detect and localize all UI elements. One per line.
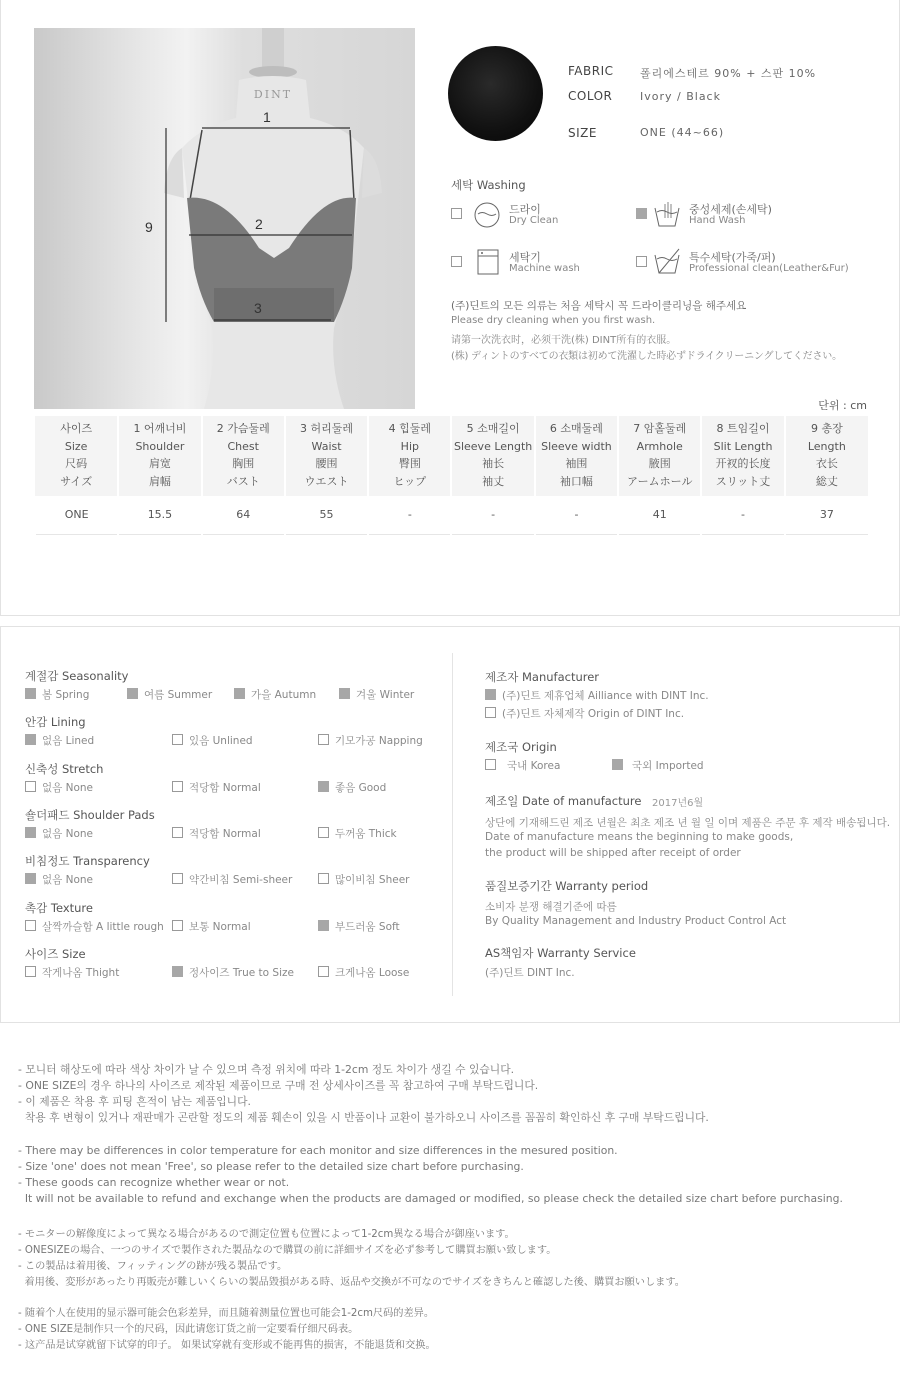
attributes-column [1, 627, 451, 1022]
option-label: 좋음 Good [335, 782, 387, 794]
attribute-section-title: 신축성 Stretch [25, 762, 104, 776]
option-label: 약간비침 Semi-sheer [189, 874, 293, 886]
washing-hand-wash-en: Hand Wash [689, 215, 746, 226]
washing-note-zh: 请第一次洗衣时，必须干洗(株) DINT所有的衣服。 [451, 335, 677, 346]
option-checkbox[interactable] [172, 781, 183, 792]
option-checkbox[interactable] [25, 873, 36, 884]
notice-en-line: It will not be available to refund and exchange when the products are damaged or modified, so please check the detailed size chart before purchasing. [18, 1192, 843, 1205]
washing-machine-en: Machine wash [509, 263, 580, 274]
size-header-cell: 사이즈 Size 尺码 サイズ [35, 416, 118, 496]
option-checkbox[interactable] [25, 827, 36, 838]
size-cell: 15.5 [118, 496, 201, 534]
table-row [35, 496, 868, 534]
option-checkbox[interactable] [172, 827, 183, 838]
option-checkbox[interactable] [318, 966, 329, 977]
option-checkbox[interactable] [172, 873, 183, 884]
product-attributes-panel: 계절감 Seasonality 봄 Spring 여름 Summer 가을 Autumn 겨울 Winter 안감 Lining 없음 Lined 있음 Unlined 기모가공 Napping 신축성 Stretch 없음 None 적당함 Normal 좋음 Good 숄더패드 Shoulder Pads 없음 None 적당함 Normal 두꺼움 Thick 비침정도 Transparency 없음 None 약간비침 Semi-sheer 많이비침 Sheer 촉감 Texture 살짝까슬함 A little rough 보통 Normal 부드러움 Soft 사이즈 Size 작게나옴 Thight 정사이즈 True to Size 크게나옴 Loose 제조자 Manufacturer (주)딘트 제휴업체 Ailliance with DINT Inc. (주)딘트 자체제작 Origin of DINT Inc. 제조국 Origin 국내 Korea 국외 Imported 제조일 Date of manufacture 2017년6월 상단에 기재해드린 제조 년월은 최초 제조 년 월 일 이며 제품은 주문 후 제작 배송됩니다. Date of manufacture means the beginning to make goods, the product will be shipped after receipt of order 품질보증기간 Warranty period 소비자 분쟁 해결기준에 따름 By Quality Management and Industry Product Control Act AS책임자 Warranty Service (주)딘트 DINT Inc. [0, 626, 900, 1023]
size-header-cell: 9 총장 Length 衣长 総丈 [785, 416, 868, 496]
option-label: 크게나옴 Loose [335, 967, 410, 979]
option-checkbox[interactable] [318, 734, 329, 745]
warranty-line: 소비자 분쟁 해결기준에 따름 [485, 901, 617, 913]
option-label: 부드러움 Soft [335, 921, 400, 933]
size-header-cell: 6 소매둘레 Sleeve width 袖围 袖口幅 [535, 416, 618, 496]
option-label: 두꺼움 Thick [335, 828, 397, 840]
measure-label-3: 3 [254, 300, 262, 316]
notice-zh-line: - 这产品是试穿就留下试穿的印子。 如果试穿就有变形或不能再售的损害，不能退货和交换。 [18, 1340, 436, 1351]
option-checkbox[interactable] [318, 781, 329, 792]
option-checkbox[interactable] [172, 734, 183, 745]
option-checkbox[interactable] [127, 688, 138, 699]
mannequin-brand-text: DINT [253, 88, 293, 101]
size-header-cell: 4 힙둘레 Hip 臀围 ヒップ [368, 416, 451, 496]
manufacturer-title: 제조자 Manufacturer [485, 670, 600, 684]
product-detail-panel [0, 0, 900, 616]
spec-key-size: SIZE [568, 126, 597, 140]
size-table-header-row [35, 416, 868, 496]
option-label: 적당함 Normal [189, 782, 261, 794]
option-label: 봄 Spring [42, 689, 90, 701]
professional-clean-icon [653, 247, 681, 277]
option-checkbox[interactable] [318, 873, 329, 884]
option-label: 작게나옴 Thight [42, 967, 120, 979]
origin-title: 제조국 Origin [485, 740, 557, 754]
size-cell: - [535, 496, 618, 534]
option-checkbox[interactable] [25, 920, 36, 931]
option-label: 기모가공 Napping [335, 735, 423, 747]
spec-value-color: Ivory / Black [640, 90, 721, 103]
manufacture-date-line: the product will be shipped after receipt of order [485, 847, 741, 859]
size-cell: 64 [202, 496, 285, 534]
size-unit-label: 단위 : cm [818, 399, 867, 412]
size-header-cell: 1 어깨너비 Shoulder 肩宽 肩幅 [118, 416, 201, 496]
warranty-title: 품질보증기간 Warranty period [485, 879, 649, 893]
spec-value-fabric: 폴리에스테르 90% + 스판 10% [640, 67, 817, 80]
warranty-line: By Quality Management and Industry Product Control Act [485, 915, 787, 927]
attribute-section-title: 안감 Lining [25, 715, 86, 729]
option-label: 많이비침 Sheer [335, 874, 410, 886]
size-cell: 55 [285, 496, 368, 534]
option-label: 여름 Summer [144, 689, 213, 701]
hand-wash-icon [653, 200, 681, 230]
manufacture-date-line: Date of manufacture means the beginning to make goods, [485, 831, 794, 843]
machine-wash-icon [476, 248, 500, 276]
spec-key-color: COLOR [568, 89, 613, 103]
option-label: 없음 None [42, 828, 94, 840]
measure-label-9: 9 [145, 219, 153, 235]
option-label: 없음 None [42, 782, 94, 794]
washing-checkbox-machine-wash[interactable] [451, 256, 462, 267]
notice-ja-line: 着用後、変形があったり再販売が難しいくらいの製品毀損がある時、返品や交換が不可なのでサイズをきちんと確認した後、購買お願いします。 [18, 1277, 685, 1288]
option-label: 살짝까슬함 A little rough [42, 921, 164, 933]
manufacture-date-title: 제조일 Date of manufacture [485, 794, 642, 808]
washing-hand-wash-ko: 중성세제(손세탁) [689, 203, 772, 216]
size-cell: - [368, 496, 451, 534]
fabric-swatch [448, 46, 543, 141]
notice-ja-line: - ONESIZEの場合、一つのサイズで製作された製品なので購買の前に詳細サイズを必ず参考して購買お願い致します。 [18, 1245, 557, 1256]
washing-dry-clean-en: Dry Clean [509, 215, 559, 226]
attribute-section-title: 계절감 Seasonality [25, 669, 129, 683]
washing-checkbox-professional[interactable] [636, 256, 647, 267]
washing-professional-ko: 특수세탁(가죽/퍼) [689, 251, 776, 264]
option-label: 있음 Unlined [189, 735, 253, 747]
attribute-section-title: 비침정도 Transparency [25, 854, 150, 868]
option-checkbox[interactable] [25, 966, 36, 977]
option-checkbox[interactable] [318, 920, 329, 931]
washing-checkbox-dry-clean[interactable] [451, 208, 462, 219]
option-checkbox[interactable] [172, 966, 183, 977]
attribute-section-title: 숄더패드 Shoulder Pads [25, 808, 155, 822]
option-label: 적당함 Normal [189, 828, 261, 840]
attribute-section-title: 촉감 Texture [25, 901, 93, 915]
notice-ja-line: - モニターの解像度によって異なる場合があるので測定位置も位置によって1-2cm異なる場合が御座います。 [18, 1229, 515, 1240]
size-cell: - [451, 496, 534, 534]
option-checkbox[interactable] [25, 781, 36, 792]
attribute-section-title: 사이즈 Size [25, 947, 86, 961]
option-label: 겨울 Winter [356, 689, 415, 701]
notice-en-line: - These goods can recognize whether wear or not. [18, 1176, 290, 1189]
washing-professional-en: Professional clean(Leather&Fur) [689, 263, 849, 274]
dry-clean-icon [473, 201, 501, 229]
option-checkbox[interactable] [318, 827, 329, 838]
option-checkbox[interactable] [25, 734, 36, 745]
option-label: 없음 None [42, 874, 94, 886]
washing-dry-clean-ko: 드라이 [509, 203, 541, 216]
size-header-cell: 8 트임길이 Slit Length 开衩的长度 スリット丈 [701, 416, 784, 496]
notice-ko-line: - ONE SIZE의 경우 하나의 사이즈로 제작된 제품이므로 구매 전 상세사이즈를 꼭 참고하여 구매 부탁드립니다. [18, 1079, 539, 1092]
notice-ko-line: - 이 제품은 착용 후 피팅 흔적이 남는 제품입니다. [18, 1095, 251, 1108]
mannequin-illustration [34, 28, 415, 409]
washing-title: 세탁 Washing [451, 178, 526, 192]
manufacture-date-value: 2017년6월 [652, 798, 704, 809]
notice-zh-line: - ONE SIZE是制作只一个的尺码，因此请您订货之前一定要看仔细尺码表。 [18, 1324, 359, 1335]
notice-ko-line: 착용 후 변형이 있거나 재판매가 곤란할 정도의 제품 훼손이 있을 시 반품이나 교환이 불가하오니 사이즈를 꼼꼼히 확인하신 후 구매 부탁드립니다. [18, 1111, 709, 1124]
size-cell: 37 [785, 496, 868, 534]
option-label: 보통 Normal [189, 921, 251, 933]
option-label: 정사이즈 True to Size [189, 967, 294, 979]
measure-label-1: 1 [263, 109, 271, 125]
size-header-cell: 3 허리둘레 Waist 腰围 ウエスト [285, 416, 368, 496]
size-cell: 41 [618, 496, 701, 534]
option-checkbox[interactable] [234, 688, 245, 699]
size-header-cell: 7 암홀둘레 Armhole 腋围 アームホール [618, 416, 701, 496]
manufacture-date-line: 상단에 기재해드린 제조 년월은 최초 제조 년 월 일 이며 제품은 주문 후 제작 배송됩니다. [485, 817, 891, 829]
notice-ko-line: - 모니터 해상도에 따라 색상 차이가 날 수 있으며 측정 위치에 따라 1-2cm 정도 차이가 생길 수 있습니다. [18, 1063, 515, 1076]
size-header-cell: 5 소매길이 Sleeve Length 袖长 袖丈 [451, 416, 534, 496]
option-checkbox[interactable] [172, 920, 183, 931]
option-checkbox[interactable] [339, 688, 350, 699]
product-photo [34, 28, 415, 409]
notice-zh-line: - 随着个人在使用的显示器可能会色彩差异，而且随着测量位置也可能会1-2cm尺码的差异。 [18, 1308, 435, 1319]
measure-label-2: 2 [255, 216, 263, 232]
size-header-cell: 2 가슴둘레 Chest 胸围 バスト [202, 416, 285, 496]
column-divider [452, 653, 453, 996]
notice-en-line: - Size 'one' does not mean 'Free', so please refer to the detailed size chart before purchasing. [18, 1160, 524, 1173]
option-label: 가을 Autumn [251, 689, 317, 701]
spec-key-fabric: FABRIC [568, 64, 614, 78]
washing-checkbox-hand-wash[interactable] [636, 208, 647, 219]
size-cell: - [701, 496, 784, 534]
notice-en-line: - There may be differences in color temperature for each monitor and size differences in the mesured position. [18, 1144, 618, 1157]
option-checkbox[interactable] [25, 688, 36, 699]
washing-machine-ko: 세탁기 [509, 251, 541, 264]
size-cell: ONE [35, 496, 118, 534]
washing-note-ja: (株) ディントのすべての衣類は初めて洗濯した時必ずドライクリーニングしてください。 [451, 351, 842, 362]
notice-ja-line: - この製品は着用後、フィッティングの跡が残る製品です。 [18, 1261, 288, 1272]
washing-note-en: Please dry cleaning when you first wash. [451, 315, 656, 326]
option-label: 없음 Lined [42, 735, 95, 747]
washing-note-ko: (주)딘트의 모든 의류는 처음 세탁시 꼭 드라이클리닝을 해주세요 [451, 300, 747, 312]
size-table [34, 416, 868, 535]
as-title: AS책임자 Warranty Service [485, 946, 636, 960]
as-value: (주)딘트 DINT Inc. [485, 967, 575, 979]
spec-value-size: ONE (44~66) [640, 126, 725, 139]
notices-panel [0, 1040, 900, 1396]
